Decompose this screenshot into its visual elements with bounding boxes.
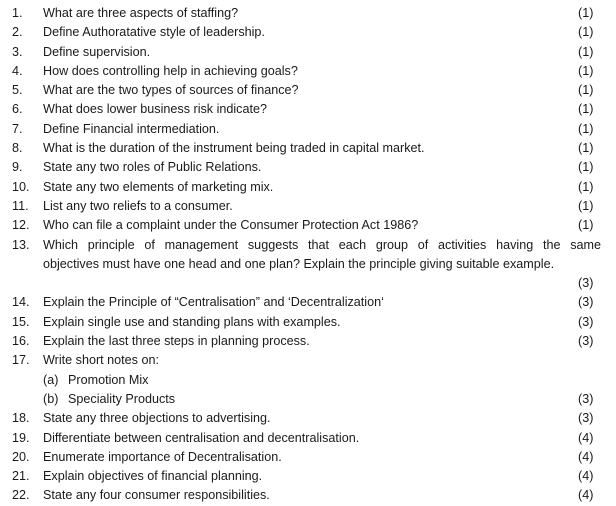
- question-number: 20.: [12, 449, 30, 464]
- question-text: How does controlling help in achieving goals?: [43, 63, 298, 78]
- subitem-label: (a): [43, 372, 59, 387]
- question-5: [0, 81, 616, 100]
- question-number: 19.: [12, 430, 30, 445]
- question-text: What are the two types of sources of finance?: [43, 83, 299, 98]
- question-number: 10.: [12, 179, 30, 194]
- question-1: [0, 4, 616, 23]
- subitem-label: (b): [43, 391, 59, 406]
- question-text: State any two elements of marketing mix.: [43, 179, 274, 194]
- question-7: [0, 120, 616, 139]
- question-16: [0, 332, 616, 351]
- question-text: Define supervision.: [43, 44, 151, 59]
- question-text-line-2: objectives must have one head and one plan? Explain the principle giving suitable example.: [43, 256, 555, 271]
- question-number: 9.: [12, 160, 23, 175]
- question-text: Enumerate importance of Decentralisation.: [43, 449, 282, 464]
- question-marks: (3): [578, 391, 594, 406]
- question-22: [0, 486, 616, 505]
- question-number: 15.: [12, 314, 30, 329]
- question-text: State any three objections to advertising.: [43, 411, 271, 426]
- question-marks: (1): [578, 83, 594, 98]
- question-18: [0, 409, 616, 428]
- question-marks: (1): [578, 179, 594, 194]
- question-text: List any two reliefs to a consumer.: [43, 198, 233, 213]
- question-text: State any two roles of Public Relations.: [43, 160, 262, 175]
- question-text: Define Authoratative style of leadership.: [43, 25, 265, 40]
- question-text: Who can file a complaint under the Consumer Protection Act 1986?: [43, 218, 419, 233]
- question-number: 22.: [12, 488, 30, 503]
- question-8: [0, 139, 616, 158]
- question-marks: (1): [578, 6, 594, 20]
- question-paper: [0, 4, 616, 506]
- question-marks: (4): [578, 449, 594, 464]
- subitem-text: Promotion Mix: [68, 372, 149, 387]
- question-marks: (3): [578, 314, 594, 329]
- question-text: Explain single use and standing plans with examples.: [43, 314, 341, 329]
- question-17: [0, 351, 616, 370]
- question-text: What are three aspects of staffing?: [43, 6, 239, 20]
- question-9: [0, 158, 616, 177]
- question-15: [0, 313, 616, 332]
- question-number: 18.: [12, 411, 30, 426]
- question-marks: (1): [578, 121, 594, 136]
- question-number: 14.: [12, 295, 30, 310]
- question-marks: (1): [578, 218, 594, 233]
- question-number: 13.: [12, 237, 30, 252]
- question-6: [0, 100, 616, 119]
- question-marks: (3): [578, 411, 594, 426]
- question-20: [0, 448, 616, 467]
- question-marks: (1): [578, 25, 594, 40]
- question-19: [0, 429, 616, 448]
- question-marks: (3): [578, 276, 594, 291]
- question-10: [0, 178, 616, 197]
- question-text: What does lower business risk indicate?: [43, 102, 267, 117]
- question-marks: (1): [578, 141, 594, 156]
- question-17-subitem-b: [0, 390, 616, 409]
- question-text-line-1: Which principle of management suggests that each group of activities having the same: [43, 237, 601, 252]
- question-marks: (1): [578, 63, 594, 78]
- question-21: [0, 467, 616, 486]
- question-number: 17.: [12, 353, 30, 368]
- question-number: 2.: [12, 25, 23, 40]
- question-text: Differentiate between centralisation and decentralisation.: [43, 430, 360, 445]
- question-number: 4.: [12, 63, 23, 78]
- question-12: [0, 216, 616, 235]
- question-17-subitem-a: [0, 371, 616, 390]
- question-number: 12.: [12, 218, 30, 233]
- question-13: [0, 236, 616, 255]
- question-marks: (4): [578, 469, 594, 484]
- question-13-continued: [0, 255, 616, 274]
- question-11: [0, 197, 616, 216]
- question-14: [0, 293, 616, 312]
- question-text: What is the duration of the instrument being traded in capital market.: [43, 141, 425, 156]
- question-number: 6.: [12, 102, 23, 117]
- question-marks: (1): [578, 198, 594, 213]
- question-number: 7.: [12, 121, 23, 136]
- question-marks: (1): [578, 160, 594, 175]
- question-3: [0, 43, 616, 62]
- question-text: Explain the Principle of “Centralisation” and ‘Decentralization‘: [43, 295, 384, 310]
- question-number: 1.: [12, 6, 23, 20]
- question-13-marks-row: [0, 274, 616, 293]
- question-2: [0, 23, 616, 42]
- question-marks: (1): [578, 102, 594, 117]
- question-number: 3.: [12, 44, 23, 59]
- question-text: Write short notes on:: [43, 353, 159, 368]
- question-marks: (3): [578, 334, 594, 349]
- question-text: Explain objectives of financial planning.: [43, 469, 263, 484]
- question-number: 8.: [12, 141, 23, 156]
- question-marks: (3): [578, 295, 594, 310]
- question-marks: (4): [578, 488, 594, 503]
- question-text: Define Financial intermediation.: [43, 121, 220, 136]
- question-number: 11.: [12, 198, 29, 213]
- question-4: [0, 62, 616, 81]
- subitem-text: Speciality Products: [68, 391, 176, 406]
- question-text: Explain the last three steps in planning process.: [43, 334, 310, 349]
- question-number: 16.: [12, 334, 30, 349]
- question-number: 21.: [12, 469, 30, 484]
- question-marks: (4): [578, 430, 594, 445]
- question-marks: (1): [578, 44, 594, 59]
- question-number: 5.: [12, 83, 23, 98]
- question-text: State any four consumer responsibilities.: [43, 488, 270, 503]
